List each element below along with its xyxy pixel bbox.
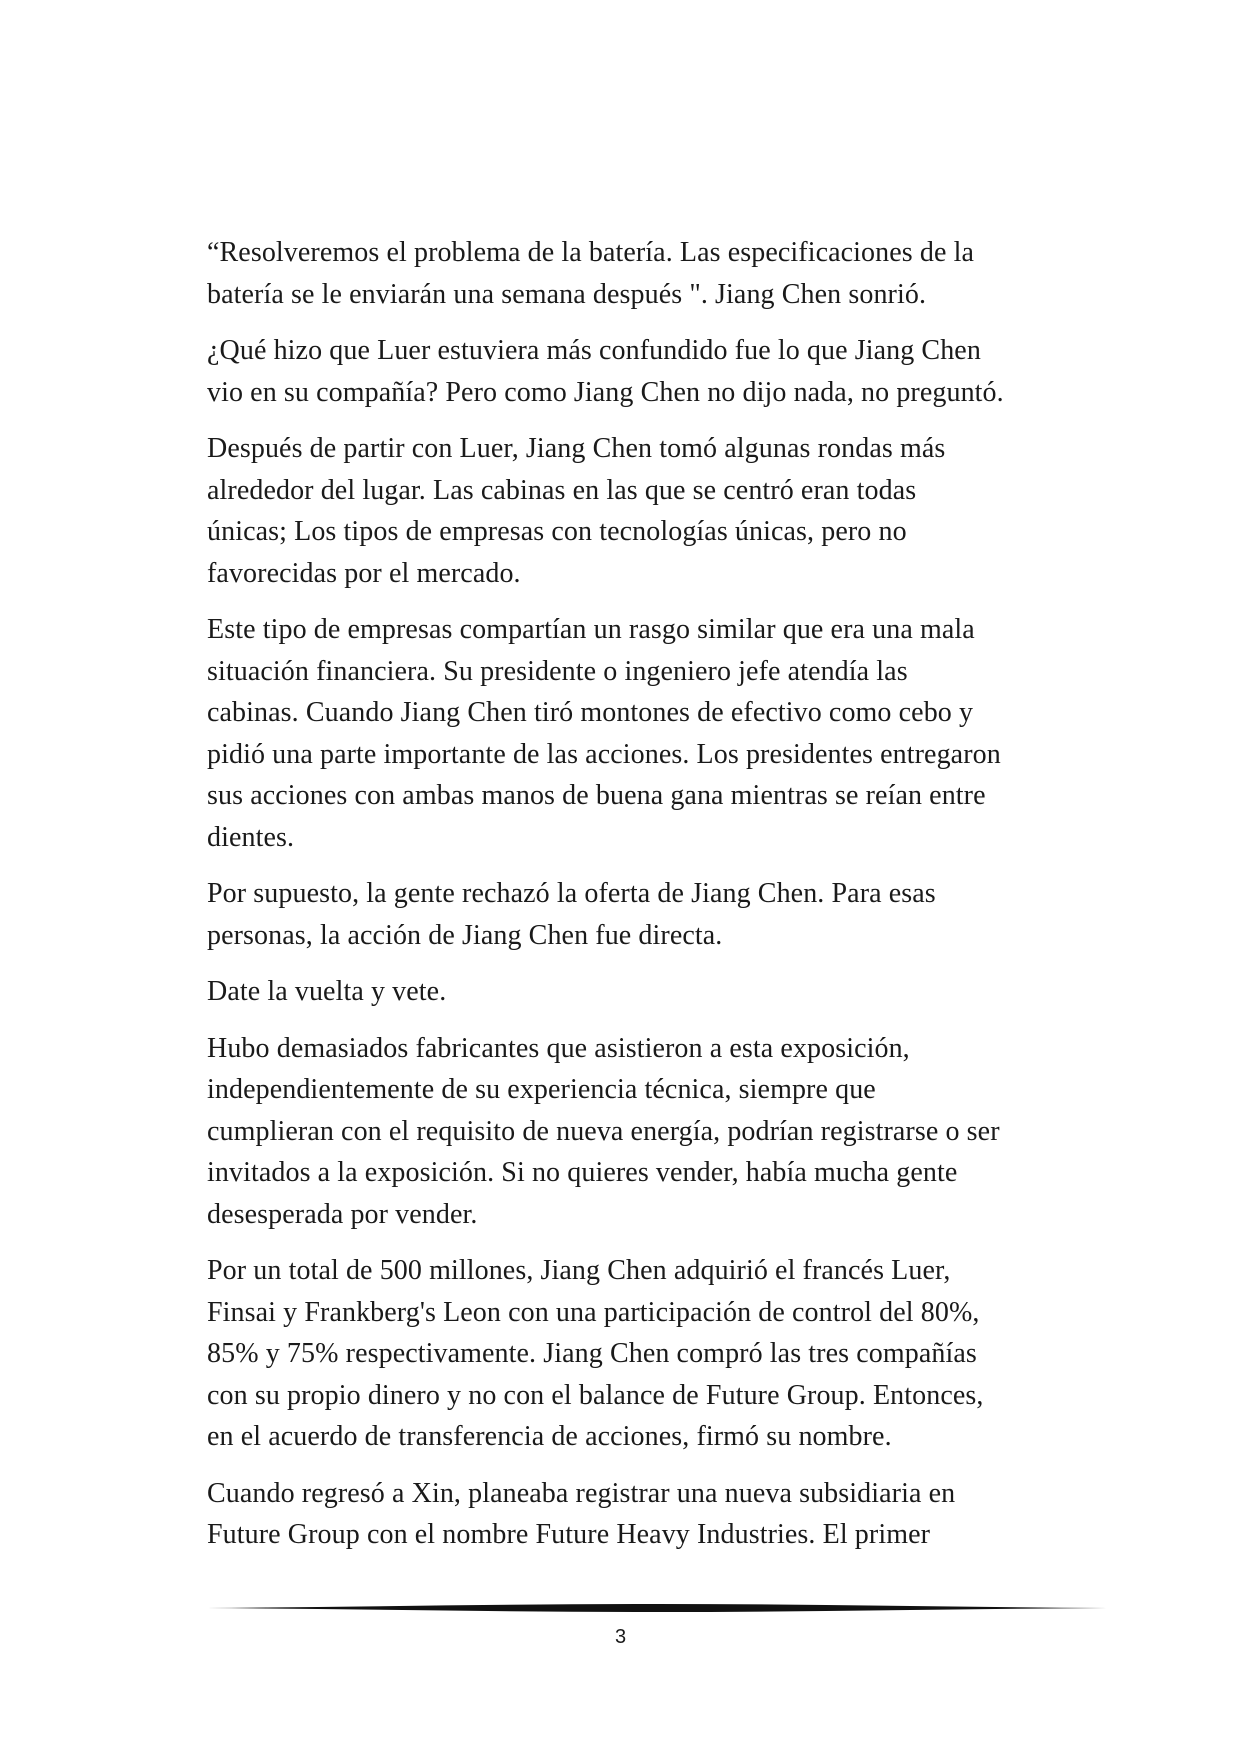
footer-divider — [207, 1600, 1107, 1616]
text-line: invitados a la exposición. Si no quieres vender, había mucha gente — [207, 1157, 958, 1188]
text-line: vio en su compañía? Pero como Jiang Chen no dijo nada, no preguntó. — [207, 376, 1004, 408]
text-line: desesperada por vender. — [207, 1198, 478, 1230]
text-line: “Resolveremos el problema de la batería. Las especificaciones de la — [207, 237, 975, 268]
text-line: dientes. — [207, 821, 295, 853]
text-line: alrededor del lugar. Las cabinas en las que se centró eran todas — [207, 474, 917, 506]
text-line: favorecidas por el mercado. — [207, 557, 521, 589]
text-line: Cuando regresó a Xin, planeaba registrar una nueva subsidiaria en — [207, 1477, 956, 1509]
text-line: con su propio dinero y no con el balance de Future Group. Entonces, — [207, 1379, 984, 1411]
paragraph — [207, 609, 1067, 858]
paragraph — [207, 873, 1067, 956]
paragraph — [207, 428, 1067, 594]
body-text — [207, 232, 1067, 1571]
paragraph — [207, 1028, 1067, 1236]
paragraph — [207, 330, 1067, 413]
text-line: 85% y 75% respectivamente. Jiang Chen compró las tres compañías — [207, 1338, 977, 1369]
text-line: pidió una parte importante de las acciones. Los presidentes entregaron — [207, 738, 1001, 770]
text-line: batería se le enviarán una semana después ". Jiang Chen sonrió. — [207, 278, 927, 310]
text-line: Este tipo de empresas compartían un rasgo similar que era una mala — [207, 614, 975, 645]
text-line: Hubo demasiados fabricantes que asistieron a esta exposición, — [207, 1032, 910, 1064]
paragraph — [207, 971, 1067, 1013]
paragraph — [207, 1250, 1067, 1458]
page-number: 3 — [614, 1626, 627, 1648]
text-line: Date la vuelta y vete. — [207, 976, 447, 1007]
text-line: situación financiera. Su presidente o ingeniero jefe atendía las — [207, 655, 908, 687]
text-line: independientemente de su experiencia técnica, siempre que — [207, 1074, 876, 1105]
text-line: sus acciones con ambas manos de buena gana mientras se reían entre — [207, 780, 986, 811]
paragraph — [207, 232, 1067, 315]
text-line: Finsai y Frankberg's Leon con una participación de control del 80%, — [207, 1296, 980, 1328]
text-line: Por un total de 500 millones, Jiang Chen adquirió el francés Luer, — [207, 1255, 951, 1286]
text-line: ¿Qué hizo que Luer estuviera más confundido fue lo que Jiang Chen — [207, 335, 981, 366]
text-line: cumplieran con el requisito de nueva energía, podrían registrarse o ser — [207, 1115, 1000, 1147]
text-line: Por supuesto, la gente rechazó la oferta de Jiang Chen. Para esas — [207, 878, 936, 909]
text-line: únicas; Los tipos de empresas con tecnologías únicas, pero no — [207, 516, 907, 547]
text-line: personas, la acción de Jiang Chen fue directa. — [207, 919, 723, 951]
text-line: Después de partir con Luer, Jiang Chen tomó algunas rondas más — [207, 433, 946, 464]
paragraph — [207, 1473, 1067, 1556]
text-line: cabinas. Cuando Jiang Chen tiró montones de efectivo como cebo y — [207, 697, 974, 728]
text-line: en el acuerdo de transferencia de acciones, firmó su nombre. — [207, 1421, 892, 1452]
text-line: Future Group con el nombre Future Heavy Industries. El primer — [207, 1519, 931, 1550]
